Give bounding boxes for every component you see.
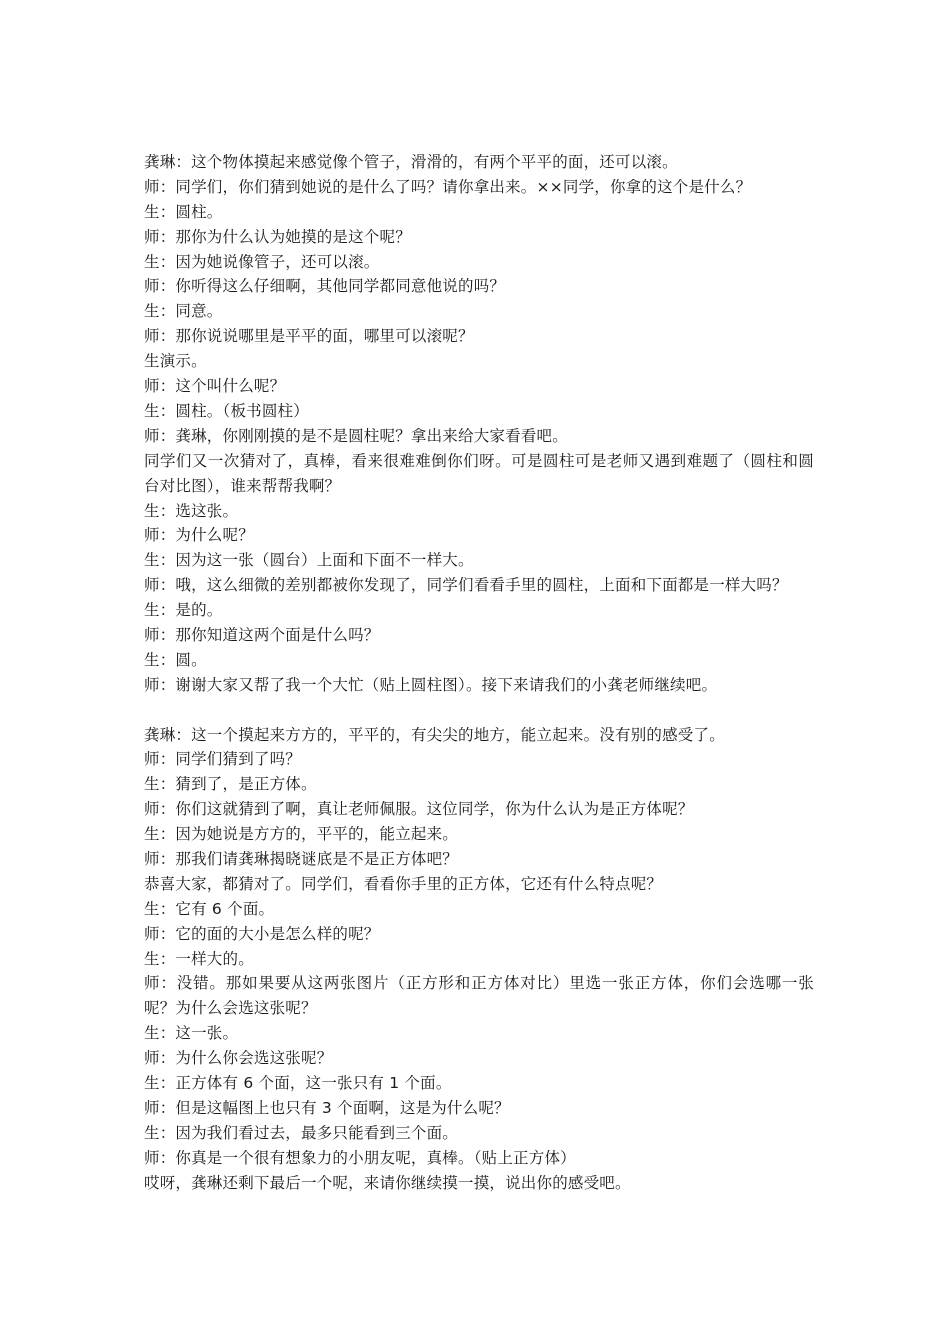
paragraph: 生：猜到了，是正方体。 — [144, 775, 317, 794]
paragraph: 师：谢谢大家又帮了我一个大忙（贴上圆柱图）。接下来请我们的小龚老师继续吧。 — [144, 675, 718, 694]
paragraph: 生：圆。 — [144, 650, 207, 669]
paragraph: 生：一样大的。 — [144, 949, 254, 968]
paragraph: 师：那你为什么认为她摸的是这个呢？ — [144, 227, 411, 246]
paragraph: 师：但是这幅图上也只有 3 个面啊，这是为什么呢？ — [144, 1098, 510, 1117]
paragraph-spacer — [144, 698, 814, 723]
paragraph: 师：哦，这么细微的差别都被你发现了，同学们看看手里的圆柱，上面和下面都是一样大吗？ — [144, 576, 788, 595]
paragraph: 师：同学们，你们猜到她说的是什么了吗？请你拿出来。××同学，你拿的这个是什么？ — [144, 177, 752, 196]
paragraph: 生：它有 6 个面。 — [144, 899, 275, 918]
paragraph: 生：正方体有 6 个面，这一张只有 1 个面。 — [144, 1074, 452, 1093]
paragraph: 师：同学们猜到了吗？ — [144, 750, 302, 769]
paragraph: 师：那我们请龚琳揭晓谜底是不是正方体吧？ — [144, 849, 459, 868]
document-body — [144, 150, 814, 1195]
paragraph: 哎呀，龚琳还剩下最后一个呢，来请你继续摸一摸，说出你的感受吧。 — [144, 1173, 631, 1192]
paragraph: 同学们又一次猜对了，真棒，看来很难难倒你们呀。可是圆柱可是老师又遇到难题了（圆柱和圆台对比图），谁来帮帮我啊？ — [144, 451, 814, 495]
paragraph: 生：圆柱。（板书圆柱） — [144, 401, 309, 420]
paragraph: 师：你听得这么仔细啊，其他同学都同意他说的吗？ — [144, 277, 506, 296]
paragraph: 生演示。 — [144, 352, 207, 371]
paragraph: 龚琳：这一个摸起来方方的，平平的，有尖尖的地方，能立起来。没有别的感受了。 — [144, 725, 725, 744]
paragraph: 生：同意。 — [144, 302, 223, 321]
paragraph: 师：龚琳，你刚刚摸的是不是圆柱呢？拿出来给大家看看吧。 — [144, 426, 568, 445]
paragraph: 师：这个叫什么呢？ — [144, 377, 286, 396]
paragraph: 生：因为这一张（圆台）上面和下面不一样大。 — [144, 551, 474, 570]
paragraph: 生：圆柱。 — [144, 202, 223, 221]
paragraph: 师：它的面的大小是怎么样的呢？ — [144, 924, 380, 943]
paragraph: 生：选这张。 — [144, 501, 239, 520]
paragraph: 生：是的。 — [144, 601, 223, 620]
paragraph: 生：因为她说是方方的，平平的，能立起来。 — [144, 825, 459, 844]
paragraph: 师：那你知道这两个面是什么吗？ — [144, 625, 380, 644]
paragraph: 师：那你说说哪里是平平的面，哪里可以滚呢？ — [144, 327, 474, 346]
paragraph: 师：为什么你会选这张呢？ — [144, 1049, 333, 1068]
paragraph: 师：没错。那如果要从这两张图片（正方形和正方体对比）里选一张正方体，你们会选哪一张呢？为什么会选这张呢？ — [144, 974, 814, 1018]
paragraph: 师：你们这就猜到了啊，真让老师佩服。这位同学，你为什么认为是正方体呢？ — [144, 800, 694, 819]
paragraph: 生：因为我们看过去，最多只能看到三个面。 — [144, 1123, 459, 1142]
paragraph: 恭喜大家，都猜对了。同学们，看看你手里的正方体，它还有什么特点呢？ — [144, 874, 663, 893]
paragraph: 生：因为她说像管子，还可以滚。 — [144, 252, 380, 271]
paragraph: 龚琳：这个物体摸起来感觉像个管子，滑滑的，有两个平平的面，还可以滚。 — [144, 153, 678, 171]
paragraph: 生：这一张。 — [144, 1024, 239, 1043]
paragraph: 师：你真是一个很有想象力的小朋友呢，真棒。（贴上正方体） — [144, 1148, 576, 1167]
paragraph: 师：为什么呢？ — [144, 526, 254, 545]
